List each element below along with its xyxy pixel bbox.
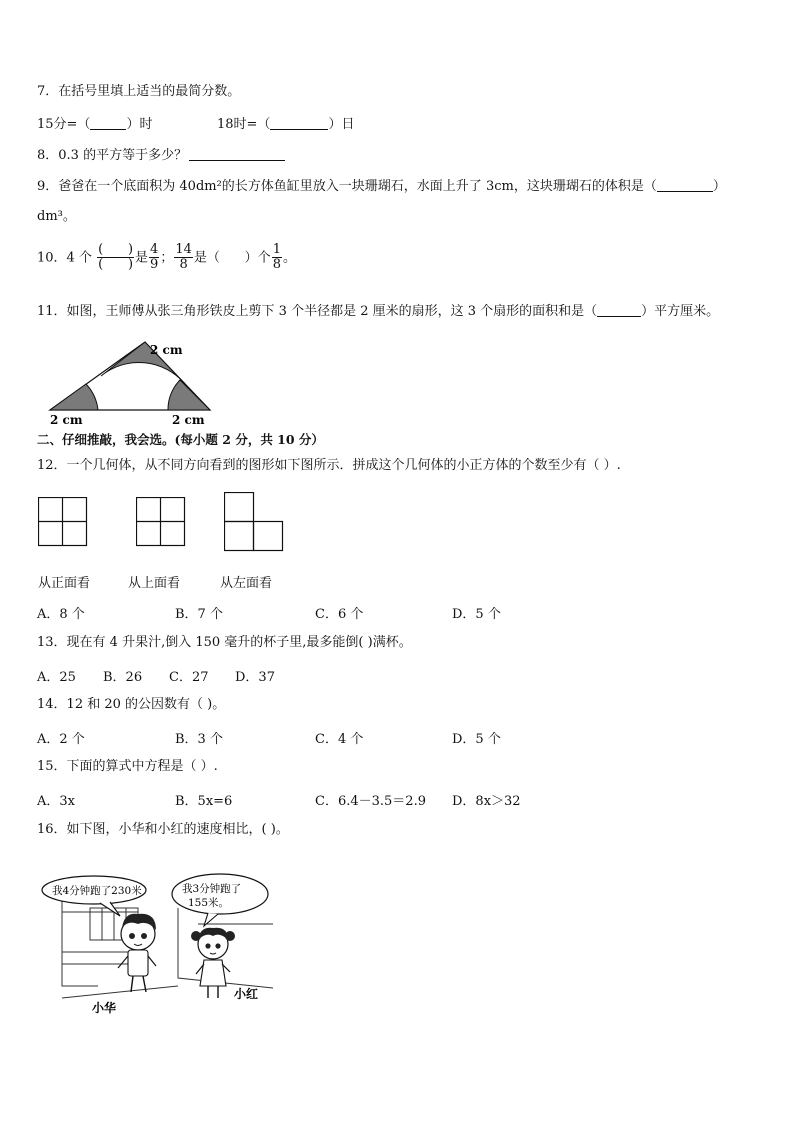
q11-blank[interactable] xyxy=(597,303,641,317)
q10-part5: 。 xyxy=(282,250,296,266)
left-sector xyxy=(50,384,98,410)
caption-front-view: 从正面看 xyxy=(38,576,91,591)
q10-prompt xyxy=(37,243,296,273)
bubble-right-line2: 155米。 xyxy=(188,897,230,909)
fraction-numerator: 1 xyxy=(272,242,281,257)
q7-b-blank[interactable] xyxy=(270,116,328,130)
q12-option-b[interactable]: B．7 个 xyxy=(175,607,223,622)
q9-unit: dm³。 xyxy=(37,209,76,224)
q12-option-a[interactable]: A．8 个 xyxy=(37,607,85,622)
q10-blank-numerator[interactable]: ( ) xyxy=(98,242,134,257)
caption-left-view: 从左面看 xyxy=(220,576,273,591)
girl-figure xyxy=(191,928,235,998)
q10-part3: ； xyxy=(160,250,174,266)
q15-option-c[interactable]: C．6.4－3.5＝2.9 xyxy=(315,794,426,809)
q10-fraction-4-9 xyxy=(149,243,159,273)
q9-prompt xyxy=(37,178,726,195)
building-background xyxy=(62,898,273,998)
bubble-right-line1: 我3分钟跑了 xyxy=(182,883,242,895)
q7-answer-line-b xyxy=(217,116,354,133)
q14-option-c[interactable]: C．4 个 xyxy=(315,732,364,747)
fraction-numerator: 4 xyxy=(150,242,159,257)
q10-fraction-1-8 xyxy=(272,243,282,273)
q15-option-d[interactable]: D．8x＞32 xyxy=(452,794,521,809)
fraction-denominator: 8 xyxy=(272,257,281,273)
q7-a-blank[interactable] xyxy=(90,116,126,130)
label-right-radius: 2 cm xyxy=(172,413,205,426)
q13-prompt: 13．现在有 4 升果汁,倒入 150 毫升的杯子里,最多能倒( )满杯。 xyxy=(37,635,412,650)
triangle-sectors-figure xyxy=(40,338,220,426)
q10-part4: 是（ ）个 xyxy=(193,250,271,266)
running-kids-illustration xyxy=(38,868,283,1016)
q10-part1: 10．4 个 xyxy=(37,250,92,266)
q14-option-a[interactable]: A．2 个 xyxy=(37,732,85,747)
q10-blank-fraction[interactable] xyxy=(97,243,134,273)
q15-prompt: 15．下面的算式中方程是（ ）. xyxy=(37,759,218,774)
q15-option-a[interactable]: A．3x xyxy=(37,794,75,809)
label-top-radius: 2 cm xyxy=(150,343,183,357)
girl-name-label: 小红 xyxy=(234,987,259,1001)
q13-option-b[interactable]: B．26 xyxy=(103,670,143,685)
q13-option-d[interactable]: D．37 xyxy=(235,670,275,685)
q14-option-b[interactable]: B．3 个 xyxy=(175,732,223,747)
section-heading: 二、仔细推敲，我会选。(每小题 2 分，共 10 分） xyxy=(37,432,324,447)
q11-text: 11．如图，王师傅从张三角形铁皮上剪下 3 个半径都是 2 厘米的扇形，这 3 个扇形的面积和是（ xyxy=(37,304,598,319)
q12-option-c[interactable]: C．6 个 xyxy=(315,607,364,622)
q9-blank[interactable] xyxy=(657,178,713,192)
bubble-left-text: 我4分钟跑了230米 xyxy=(52,885,142,897)
q7-a-prefix: 15分=（ xyxy=(37,117,91,132)
front-view-grid xyxy=(38,497,88,547)
q12-prompt: 12．一个几何体，从不同方向看到的图形如下图所示．拼成这个几何体的小正方体的个数至少有（ ）. xyxy=(37,458,621,473)
q9-close: ） xyxy=(712,179,726,194)
q7-a-suffix: ）时 xyxy=(126,117,153,132)
boy-name-label: 小华 xyxy=(92,1001,117,1015)
q14-option-d[interactable]: D．5 个 xyxy=(452,732,501,747)
q10-blank-denominator[interactable]: ( ) xyxy=(98,257,134,273)
boy-figure xyxy=(118,914,156,992)
q9-text: 9．爸爸在一个底面积为 40dm²的长方体鱼缸里放入一块珊瑚石，水面上升了 3cm，这块珊瑚石的体积是（ xyxy=(37,179,657,194)
q14-prompt: 14．12 和 20 的公因数有（ )。 xyxy=(37,697,226,712)
q7-b-prefix: 18时=（ xyxy=(217,117,271,132)
q12-option-d[interactable]: D．5 个 xyxy=(452,607,501,622)
q8-blank[interactable] xyxy=(189,147,285,161)
fraction-denominator: 8 xyxy=(179,257,188,273)
fraction-denominator: 9 xyxy=(150,257,159,273)
q7-b-suffix: ）日 xyxy=(328,117,355,132)
q8-text: 8．0.3 的平方等于多少？ xyxy=(37,148,188,163)
left-view-grid xyxy=(224,492,284,552)
q10-part2: 是 xyxy=(135,250,149,266)
caption-top-view: 从上面看 xyxy=(128,576,181,591)
right-sector xyxy=(168,380,210,410)
label-left-radius: 2 cm xyxy=(50,413,83,426)
q13-option-c[interactable]: C．27 xyxy=(169,670,209,685)
q8-prompt xyxy=(37,147,285,164)
top-view-grid xyxy=(136,497,186,547)
q7-prompt: 7．在括号里填上适当的最简分数。 xyxy=(37,84,241,99)
q11-prompt xyxy=(37,303,719,320)
q11-suffix: ）平方厘米。 xyxy=(641,304,720,319)
q7-answer-line xyxy=(37,116,152,133)
q16-prompt: 16．如下图，小华和小红的速度相比，( )。 xyxy=(37,822,289,837)
q13-option-a[interactable]: A．25 xyxy=(37,670,76,685)
q15-option-b[interactable]: B．5x=6 xyxy=(175,794,233,809)
q10-fraction-14-8 xyxy=(174,243,193,273)
fraction-numerator: 14 xyxy=(175,242,192,257)
